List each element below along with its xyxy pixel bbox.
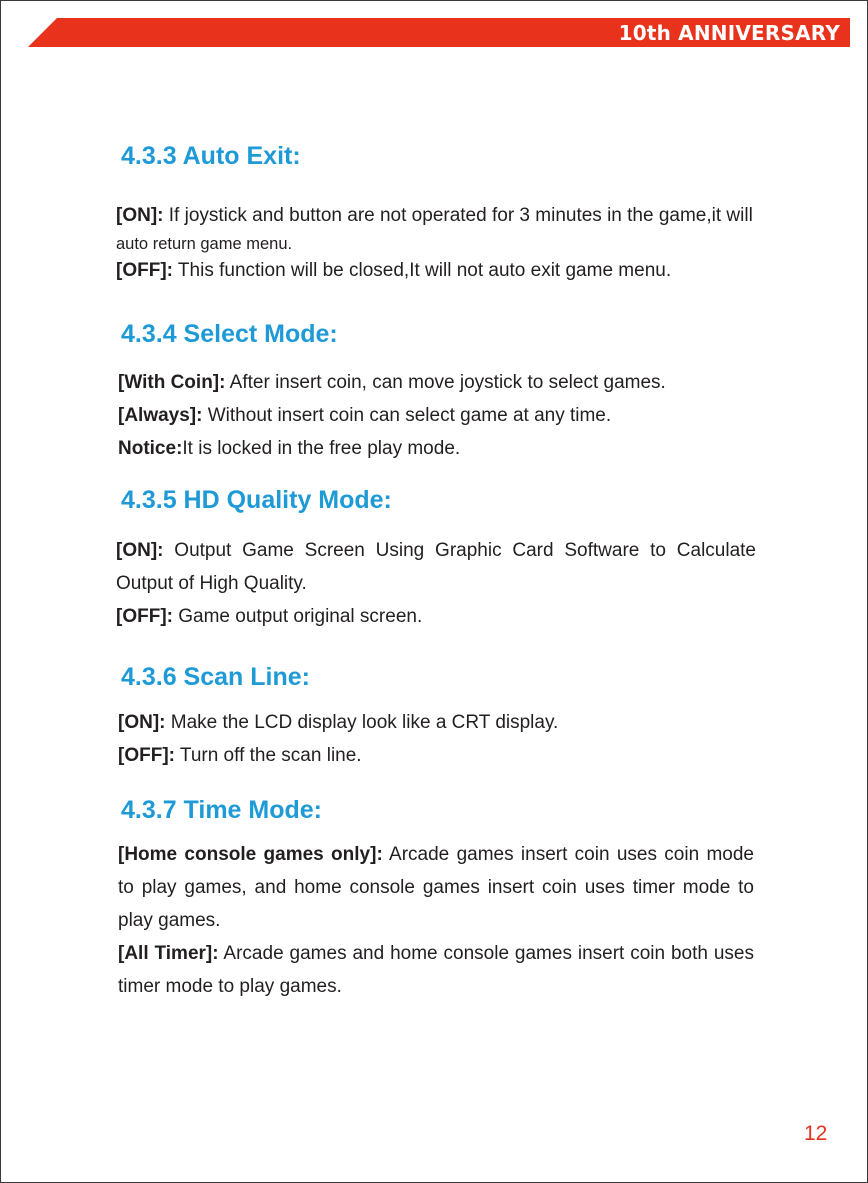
anniversary-banner: [28, 18, 850, 47]
option-text: Without insert coin can select game at any time.: [202, 405, 612, 426]
option-text: Game output original screen.: [172, 606, 423, 627]
option-label: [ON]:: [118, 712, 166, 733]
option-text: This function will be closed,It will not auto exit game menu.: [172, 260, 672, 281]
section-select-mode: [116, 320, 761, 349]
option-label: [OFF]:: [116, 606, 173, 627]
section-heading: 4.3.7 Time Mode:: [121, 796, 322, 824]
section-auto-exit: [116, 142, 761, 171]
scan-line-body: [118, 706, 763, 772]
option-text: After insert coin, can move joystick to select games.: [225, 372, 666, 393]
option-text-small: auto return game menu.: [116, 235, 293, 253]
option-text: Arcade games insert coin uses coin mode to play games, and home console games insert coin uses timer mode to play games.: [118, 844, 754, 931]
select-mode-with-coin: [118, 366, 763, 399]
select-mode-body: [118, 366, 763, 465]
auto-exit-on: [116, 202, 761, 258]
option-text: Output Game Screen Using Graphic Card Software to Calculate Output of High Quality.: [116, 540, 756, 594]
option-label: [ON]:: [116, 540, 164, 561]
hd-quality-off: [116, 600, 756, 633]
option-text: If joystick and button are not operated for 3 minutes in the game,it will: [163, 205, 753, 226]
auto-exit-off: [116, 257, 761, 285]
section-heading: 4.3.3 Auto Exit:: [121, 142, 301, 170]
section-heading: 4.3.4 Select Mode:: [121, 320, 338, 348]
time-mode-all-timer: [118, 937, 754, 1003]
option-label: [Always]:: [118, 405, 203, 426]
option-text: Arcade games and home console games insert coin both uses timer mode to play games.: [118, 943, 754, 997]
option-label: [With Coin]:: [118, 372, 226, 393]
auto-exit-body: [116, 202, 761, 285]
select-mode-always: [118, 399, 763, 432]
notice-text: It is locked in the free play mode.: [182, 438, 461, 459]
time-mode-home-console: [118, 838, 754, 937]
time-mode-body: [118, 838, 754, 1003]
section-time-mode: [116, 796, 761, 825]
option-label: [All Timer]:: [118, 943, 219, 964]
select-mode-notice: [118, 432, 763, 465]
option-label: [OFF]:: [118, 745, 175, 766]
section-hd-quality: [116, 486, 761, 515]
hd-quality-on: [116, 534, 756, 600]
banner-text: 10th ANNIVERSARY: [618, 21, 840, 45]
scan-line-on: [118, 706, 763, 739]
option-label: [Home console games only]:: [118, 844, 383, 865]
hd-quality-body: [116, 534, 756, 633]
section-heading: 4.3.6 Scan Line:: [121, 663, 310, 691]
scan-line-off: [118, 739, 763, 772]
section-heading: 4.3.5 HD Quality Mode:: [121, 486, 392, 514]
option-text: Turn off the scan line.: [174, 745, 362, 766]
section-scan-line: [116, 663, 761, 692]
notice-label: Notice:: [118, 438, 183, 459]
page-number: 12: [804, 1122, 828, 1145]
option-label: [OFF]:: [116, 260, 173, 281]
option-text: Make the LCD display look like a CRT display.: [165, 712, 559, 733]
option-label: [ON]:: [116, 205, 164, 226]
